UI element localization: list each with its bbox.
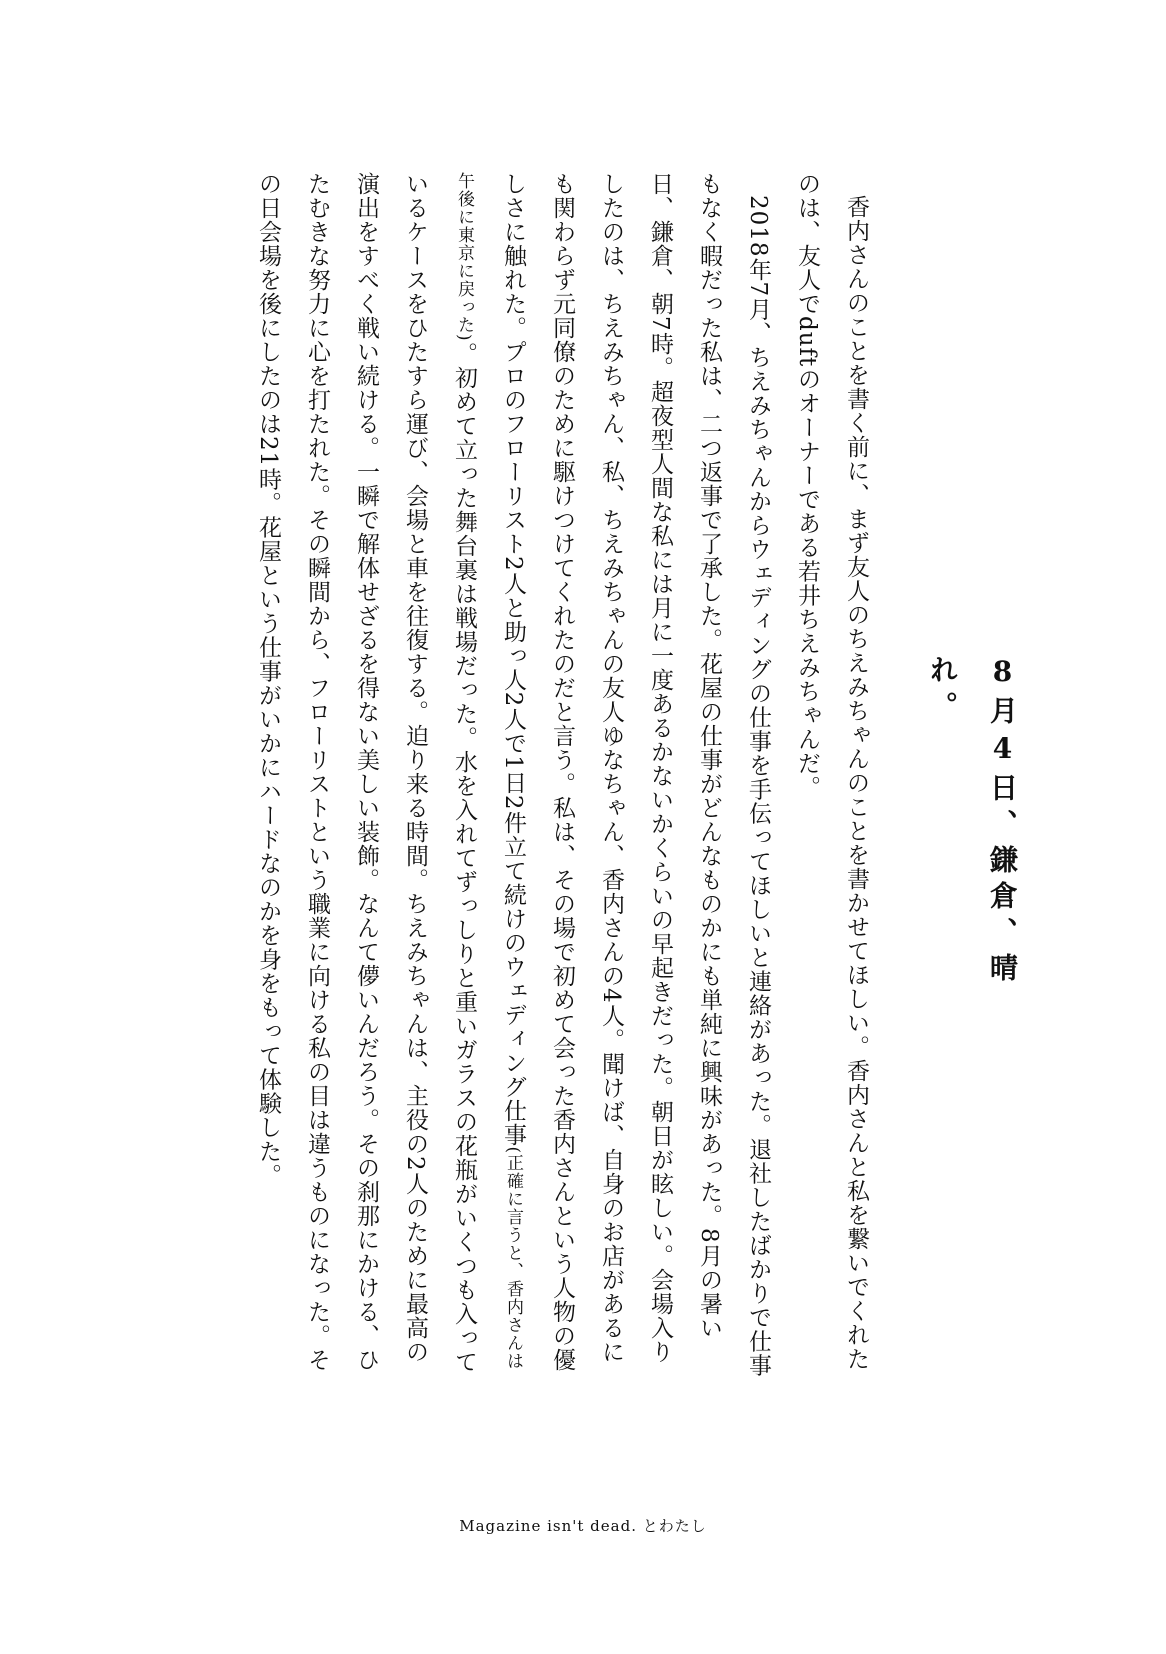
paragraph-main-part1: 2018年7月、ちえみちゃんからウェディングの仕事を手伝ってほしいと連絡があった。退社したばかりで仕事もなく暇だった私は、二つ返事で了承した。花屋の仕事がどんなものかにも単純に興味があった。8月の暑い日、鎌倉、朝7時。超夜型人間な私には月に一度あるかないかくらいの早起きだった。朝日が眩しい。会場入りしたのは、ちえみちゃん、私、ちえみちゃんの友人ゆなちゃん、香内さんの4人。聞けば、自身のお店があるにも関わらず元同僚のために駆けつけてくれたのだと言う。私は、その場で初めて会った香内さんという人物の優しさに触れた。プロのフローリスト2人と助っ人2人で1日2件立て続けのウェディング仕事 bbox=[500, 172, 771, 1378]
paragraph-main-part2: 。初めて立った舞台裏は戦場だった。水を入れてずっしりと重いガラスの花瓶がいくつも入っているケースをひたすら運び、会場と車を往復する。迫り来る時間。ちえみちゃんは、主役の2人のために最高の演出をすべく戦い続ける。一瞬で解体せざるを得ない美しい装飾。なんて儚いんだろう。その刹那にかける、ひたむきな努力に心を打たれた。その瞬間から、フローリストという職業に向ける私の目は違うものになった。その日会場を後にしたのは21時。花屋という仕事がいかにハードなのかを身をもって体験した。 bbox=[255, 172, 477, 1374]
page-footer: Magazine isn't dead. とわたし bbox=[459, 1517, 707, 1535]
paragraph-intro: 香内さんのことを書く前に、まず友人のちえみちゃんのことを書かせてほしい。香内さんと私を繋いでくれたのは、友人でduftのオーナーである若井ちえみちゃんだ。 bbox=[794, 172, 869, 1371]
article-title: 8月4日、鎌倉、晴れ。 bbox=[926, 655, 1019, 989]
paragraph-main bbox=[243, 172, 782, 1382]
paragraph-main-note: (正確に言うと、香内さんは午後に東京に戻った) bbox=[454, 172, 523, 1371]
article-body bbox=[192, 172, 880, 1382]
